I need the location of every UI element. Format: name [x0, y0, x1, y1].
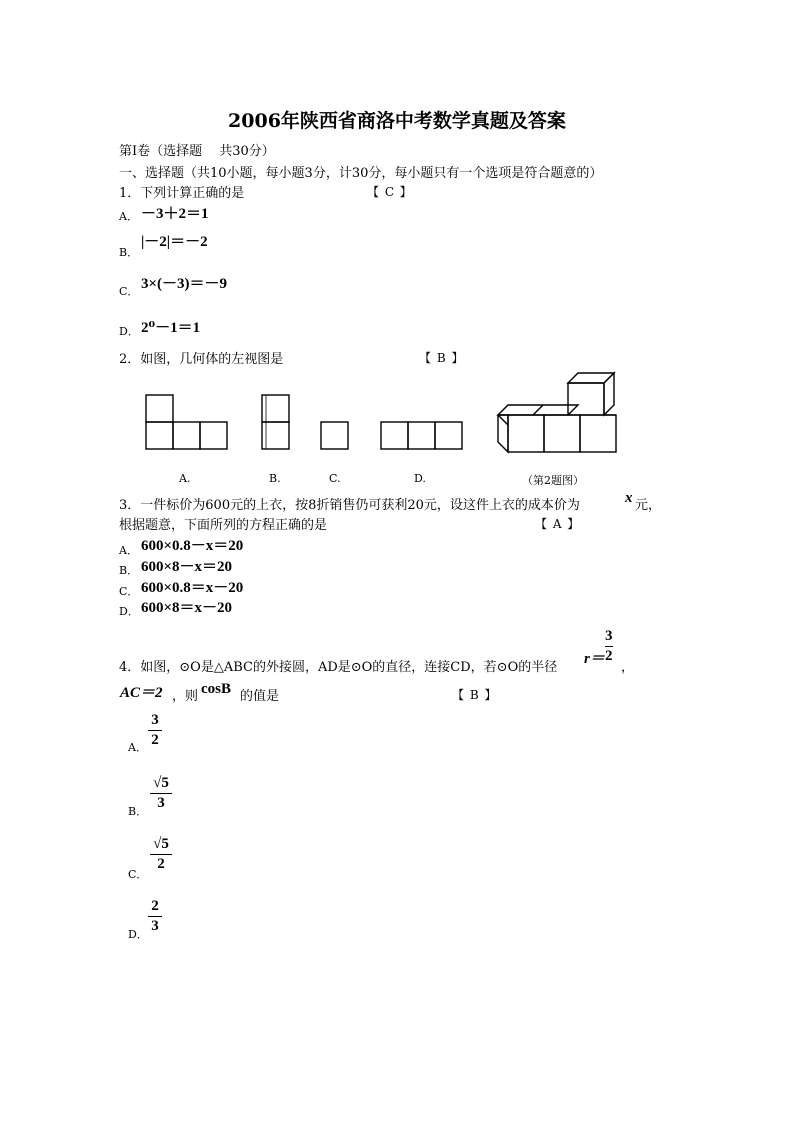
- q4-option-b-num: √5: [153, 775, 169, 791]
- q2-a-top-square: [146, 395, 173, 422]
- q2-d-square-3: [435, 422, 462, 449]
- q1-answer: 【 C 】: [367, 185, 413, 199]
- q4-option-c-fraction: [150, 836, 172, 873]
- q2-a-square-3: [200, 422, 227, 449]
- q4-stem-end: 的值是: [240, 689, 280, 704]
- q3-stem-line1: 3．一件标价为600元的上衣，按8折销售仍可获利20元，设这件上衣的成本价为: [119, 498, 580, 513]
- q1-option-a-expr: －3＋2＝1: [141, 206, 209, 222]
- q2-figure-caption: （第2题图）: [522, 474, 584, 487]
- page-title: 2006年陕西省商洛中考数学真题及答案: [228, 110, 566, 132]
- q3-option-a-expr: 600×0.8－x＝20: [141, 538, 244, 554]
- q4-option-d-fraction: [148, 898, 162, 935]
- instructions: 一、选择题（共10小题，每小题3分，计30分，每小题只有一个选项是符合题意的）: [119, 166, 603, 181]
- q4-option-a-num: 3: [151, 712, 159, 728]
- q3-option-d-label: D．: [119, 605, 139, 618]
- q1-option-b-expr: |－2|＝－2: [141, 234, 208, 250]
- q3-option-b-label: B．: [119, 564, 139, 577]
- q1-option-d-expr: 2⁰－1＝1: [141, 320, 201, 336]
- q4-ac-expr: AC＝2: [120, 685, 163, 701]
- q2-a-square-2: [173, 422, 200, 449]
- q3-option-c-expr: 600×0.8＝x－20: [141, 580, 244, 596]
- q2-c-square: [321, 422, 348, 449]
- q1-option-a-label: A．: [119, 210, 138, 223]
- q4-option-b-fraction: [150, 775, 172, 812]
- q2-label-b: B.: [269, 472, 281, 485]
- q3-option-b-expr: 600×8－x＝20: [141, 559, 233, 575]
- q4-comma: ，: [621, 660, 635, 675]
- q4-radius-den: 2: [605, 648, 613, 664]
- q2-a-square-1: [146, 422, 173, 449]
- q4-radius-expr: r＝: [584, 651, 605, 667]
- q3-variable: x: [625, 490, 633, 506]
- q4-option-d-num: 2: [151, 898, 159, 914]
- q2-stem: 2．如图，几何体的左视图是: [119, 352, 284, 367]
- q4-stem-line1: 4．如图，⊙O是△ABC的外接圆，AD是⊙O的直径，连接CD，若⊙O的半径: [119, 660, 558, 675]
- q4-option-b-den: 3: [157, 795, 165, 811]
- q4-option-d-label: D．: [128, 928, 148, 941]
- q4-option-c-label: C．: [128, 868, 148, 881]
- q3-stem-unit: 元，: [635, 498, 662, 513]
- q1-option-c-label: C．: [119, 285, 139, 298]
- q3-option-d-expr: 600×8＝x－20: [141, 600, 233, 616]
- q2-solid-figure: [498, 373, 616, 452]
- q1-option-d-label: D．: [119, 325, 139, 338]
- q2-label-d: D.: [414, 472, 426, 485]
- q1-stem: 1．下列计算正确的是: [119, 186, 245, 201]
- q3-option-c-label: C．: [119, 585, 139, 598]
- q1-option-c-expr: 3×(－3)＝－9: [141, 276, 228, 292]
- q4-radius-num: 3: [605, 628, 613, 644]
- q4-stem-mid: ，则: [172, 689, 199, 704]
- q1-option-b-label: B．: [119, 246, 139, 259]
- q4-option-c-num: √5: [153, 836, 169, 852]
- q4-option-a-label: A．: [128, 741, 147, 754]
- q3-stem-line2: 根据题意，下面所列的方程正确的是: [119, 518, 328, 533]
- q4-option-d-den: 3: [151, 918, 159, 934]
- q4-radius-fraction: [605, 628, 613, 665]
- q2-label-a: A.: [179, 472, 191, 485]
- q4-option-b-label: B．: [128, 805, 148, 818]
- q4-answer: 【 B 】: [452, 688, 498, 702]
- q4-cos-expr: cosB: [201, 681, 231, 697]
- q2-answer: 【 B 】: [419, 351, 465, 365]
- q4-option-a-den: 2: [151, 732, 159, 748]
- q3-answer: 【 A 】: [535, 517, 581, 531]
- q4-option-c-den: 2: [157, 856, 165, 872]
- q4-option-a-fraction: [148, 712, 162, 749]
- q2-d-square-2: [408, 422, 435, 449]
- section-header: 第Ⅰ卷（选择题 共30分）: [119, 144, 275, 159]
- q3-option-a-label: A．: [119, 544, 138, 557]
- q2-d-square-1: [381, 422, 408, 449]
- q2-label-c: C.: [329, 472, 341, 485]
